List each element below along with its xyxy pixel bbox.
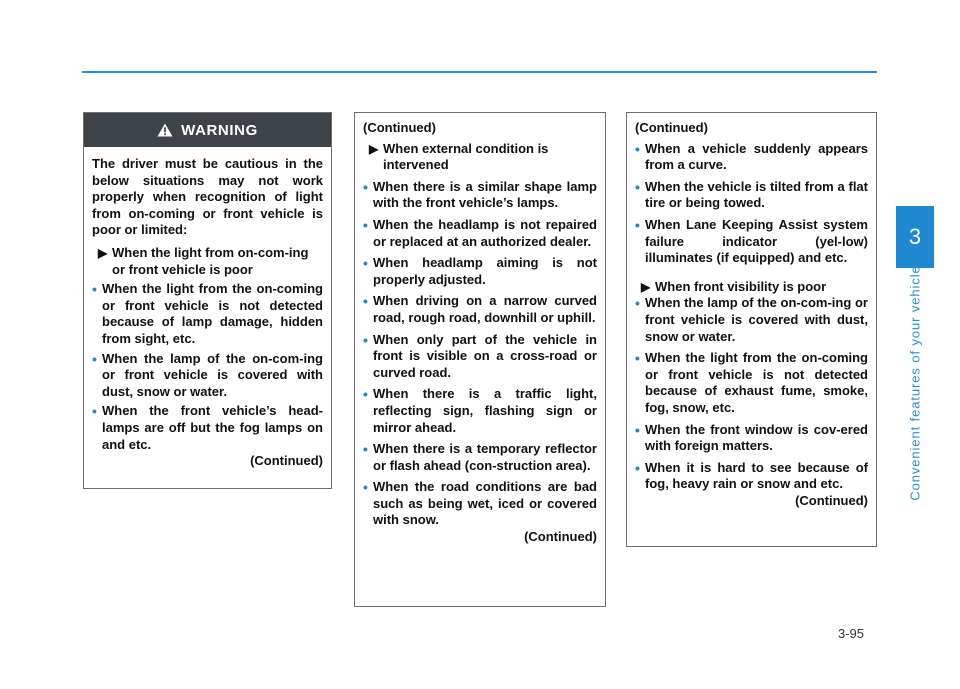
bullet-icon: • (635, 459, 640, 476)
bullet-icon: • (635, 421, 640, 438)
bullet-icon: • (363, 178, 368, 195)
continued-label: (Continued) (250, 453, 323, 469)
list-item: • When Lane Keeping Assist system failure indicator (yel-low) illuminates (if equipped) and etc. (635, 216, 868, 266)
bullet-icon: • (363, 255, 368, 272)
list-item: • When a vehicle suddenly appears from a curve. (635, 140, 868, 173)
warning-triangle-icon (157, 123, 173, 137)
arrow-right-icon: ▶ (98, 245, 108, 260)
list-item: • When there is a similar shape lamp with the front vehicle’s lamps. (363, 178, 597, 211)
warning-box (83, 112, 332, 489)
bullet-icon: • (92, 403, 97, 420)
arrow-item: ▶ When external condition is intervened (369, 140, 549, 173)
list-item: • When driving on a narrow curved road, rough road, downhill or uphill. (363, 293, 597, 325)
continued-box-3 (626, 112, 877, 547)
bullet-icon: • (363, 479, 368, 496)
arrow-right-icon: ▶ (641, 279, 651, 294)
chapter-title-text: Convenient features of your vehicle (907, 265, 923, 501)
continued-label: (Continued) (524, 529, 597, 545)
header-rule (82, 71, 877, 73)
list-item: • When the lamp of the on-com-ing or front vehicle is covered with dust, snow or water. (635, 295, 868, 344)
warning-header (84, 113, 331, 147)
bullet-icon: • (363, 293, 368, 310)
list-item: • When the front vehicle’s head-lamps are off but the fog lamps on and etc. (92, 403, 323, 452)
bullet-icon: • (363, 441, 368, 458)
chapter-number: 3 (908, 224, 922, 249)
list-item: • When the road conditions are bad such as being wet, iced or covered with snow. (363, 479, 597, 528)
warning-label: WARNING (181, 121, 258, 139)
list-item: • When the light from the on-coming or front vehicle is not detected because of exhaust fume, smoke, fog, snow, etc. (635, 350, 868, 415)
bullet-icon: • (635, 140, 640, 157)
list-item: • When headlamp aiming is not properly adjusted. (363, 255, 597, 287)
bullet-icon: • (363, 216, 368, 233)
bullet-icon: • (635, 216, 640, 233)
list-item: • When the light from the on-coming or front vehicle is not detected because of lamp damage, hidden from sight, etc. (92, 281, 323, 346)
bullet-icon: • (635, 295, 640, 312)
arrow-right-icon: ▶ (369, 141, 379, 156)
bullet-icon: • (635, 350, 640, 367)
chapter-title (898, 265, 932, 501)
bullet-icon: • (635, 178, 640, 195)
bullet-icon: • (92, 350, 97, 367)
list-item: • When the headlamp is not repaired or replaced at an authorized dealer. (363, 216, 597, 249)
continued-label: (Continued) (795, 492, 868, 508)
list-item: • When the lamp of the on-com-ing or front vehicle is covered with dust, snow or water. (92, 350, 323, 399)
list-item: • When there is a temporary reflector or flash ahead (con-struction area). (363, 441, 597, 473)
list-item: • When there is a traffic light, reflecting sign, flashing sign or mirror ahead. (363, 386, 597, 435)
arrow-item: ▶ When the light from on-com-ing or front vehicle is poor (98, 244, 309, 277)
arrow-item: ▶ When front visibility is poor (641, 278, 827, 294)
list-item: • When the front window is cov-ered with foreign matters. (635, 421, 868, 454)
continued-box-2 (354, 112, 606, 607)
warning-intro: The driver must be cautious in the below situations may not work properly when recognition of light from on-coming or front vehicle is poor or limited: (92, 156, 323, 238)
bullet-icon: • (363, 331, 368, 348)
list-item: • When only part of the vehicle in front is visible on a cross-road or curved road. (363, 331, 597, 380)
list-item: • When it is hard to see because of fog, heavy rain or snow and etc. (635, 459, 868, 492)
bullet-icon: • (92, 281, 97, 298)
continued-heading: (Continued) (363, 120, 436, 135)
page-number: 3-95 (838, 626, 865, 641)
continued-heading: (Continued) (635, 120, 708, 135)
chapter-tab (896, 206, 934, 268)
list-item: • When the vehicle is tilted from a flat tire or being towed. (635, 178, 868, 211)
bullet-icon: • (363, 386, 368, 403)
